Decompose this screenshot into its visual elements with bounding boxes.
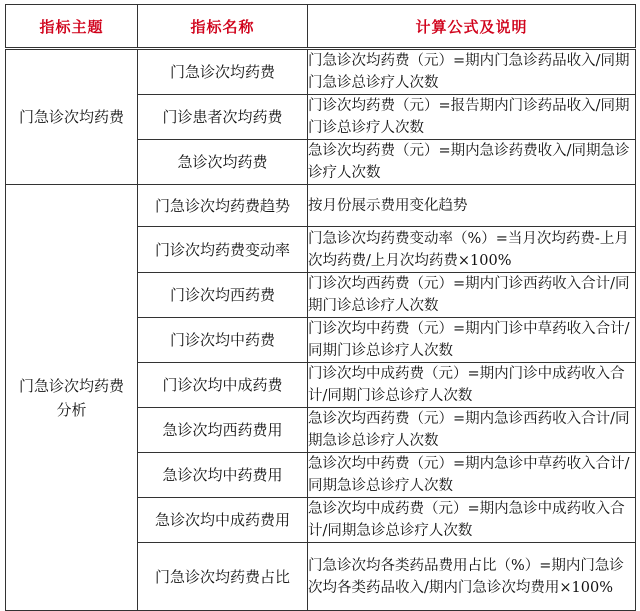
indicator-table	[5, 4, 636, 611]
indicator-name: 门急诊次均药费占比	[138, 543, 308, 611]
topic-text-line1: 门急诊次均药费	[18, 376, 124, 395]
indicator-formula: 门诊次均西药费（元）=期内门诊西药收入合计/同期门诊总诊疗人次数	[308, 273, 636, 318]
table-row	[6, 49, 636, 95]
topic-text-line2: 分析	[56, 400, 87, 419]
indicator-name: 急诊次均中药费用	[138, 453, 308, 498]
indicator-formula: 门诊次均中药费（元）=期内门诊中草药收入合计/同期门诊总诊疗人次数	[308, 318, 636, 363]
topic-text: 门急诊次均药费	[18, 108, 124, 126]
indicator-formula: 门急诊次均各类药品费用占比（%）=期内门急诊次均各类药品收入/期内门急诊次均费用×100%	[308, 543, 636, 611]
indicator-formula: 急诊次均中成药费（元）=期内急诊中成药收入合计/同期急诊总诊疗人次数	[308, 498, 636, 543]
indicator-formula: 门急诊次均药费变动率（%）=当月次均药费-上月次均药费/上月次均药费×100%	[308, 227, 636, 273]
header-topic: 指标主题	[6, 5, 138, 49]
indicator-name: 门诊次均中成药费	[138, 363, 308, 408]
indicator-formula: 门急诊次均药费（元）=期内门急诊药品收入/同期门急诊总诊疗人次数	[308, 49, 636, 95]
indicator-formula: 门诊次均中成药费（元）=期内门诊中成药收入合计/同期门诊总诊疗人次数	[308, 363, 636, 408]
indicator-name: 门诊次均药费变动率	[138, 227, 308, 273]
indicator-formula: 门诊次均药费（元）=报告期内门诊药品收入/同期门诊总诊疗人次数	[308, 95, 636, 140]
indicator-name: 急诊次均药费	[138, 140, 308, 185]
header-name: 指标名称	[138, 5, 308, 49]
indicator-formula: 急诊次均药费（元）=期内急诊药费收入/同期急诊诊疗人次数	[308, 140, 636, 185]
indicator-name: 急诊次均中成药费用	[138, 498, 308, 543]
indicator-name: 门诊患者次均药费	[138, 95, 308, 140]
indicator-formula: 急诊次均中药费（元）=期内急诊中草药收入合计/同期急诊总诊疗人次数	[308, 453, 636, 498]
indicator-name: 门急诊次均药费趋势	[138, 185, 308, 227]
topic-cell	[6, 185, 138, 611]
indicator-name: 门急诊次均药费	[138, 49, 308, 95]
indicator-formula: 按月份展示费用变化趋势	[308, 185, 636, 227]
indicator-name: 门诊次均中药费	[138, 318, 308, 363]
header-row	[6, 5, 636, 49]
indicator-name: 门诊次均西药费	[138, 273, 308, 318]
indicator-formula: 急诊次均西药费（元）=期内急诊西药收入合计/同期急诊总诊疗人次数	[308, 408, 636, 453]
header-formula: 计算公式及说明	[308, 5, 636, 49]
table-row	[6, 185, 636, 227]
topic-cell	[6, 49, 138, 185]
indicator-name: 急诊次均西药费用	[138, 408, 308, 453]
